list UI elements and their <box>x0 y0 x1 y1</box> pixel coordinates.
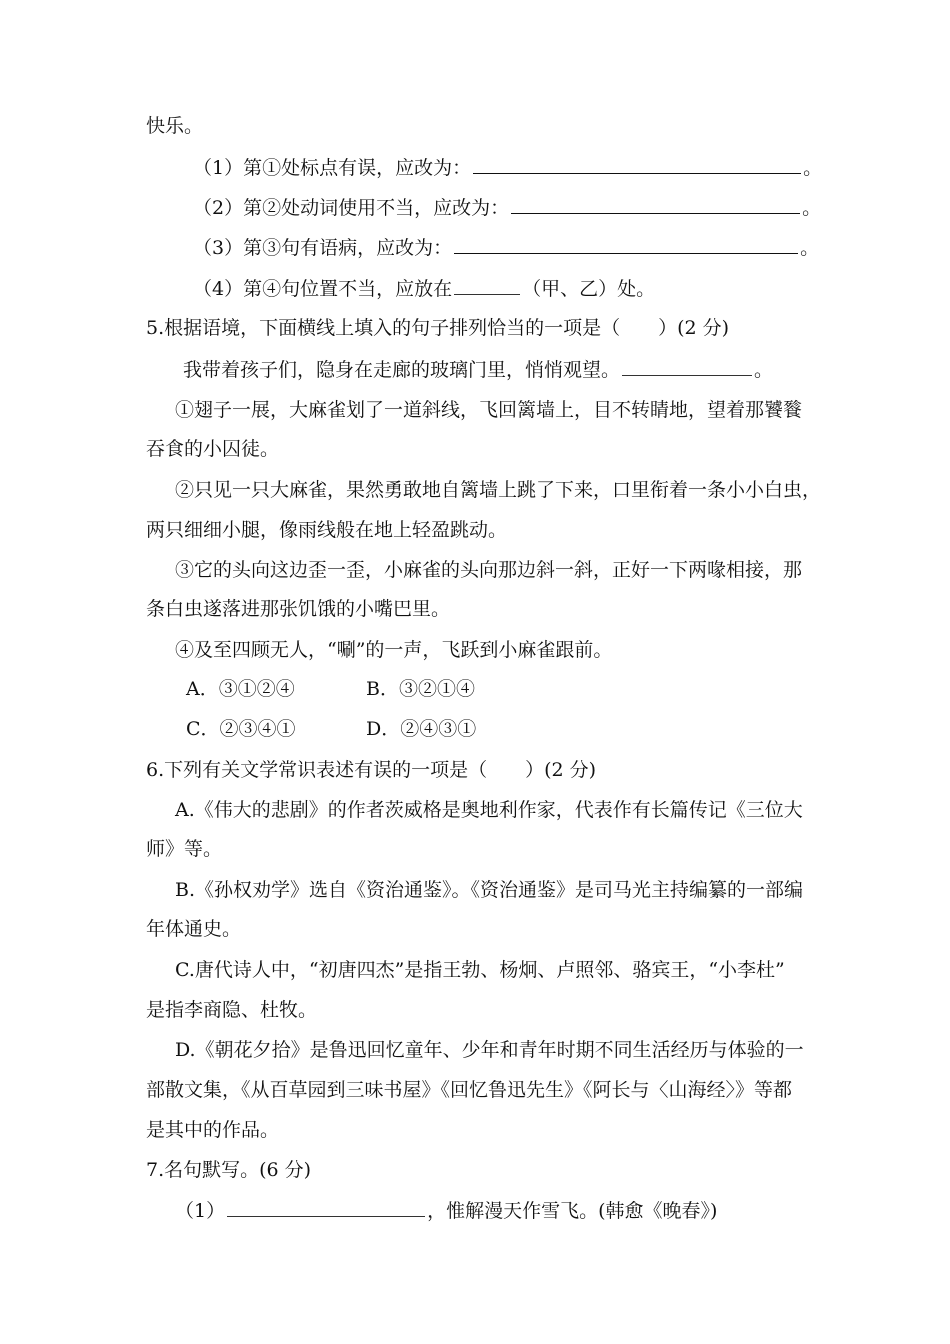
q6-option-a-line-2: 师》等。 <box>146 838 223 860</box>
question-text: ，惟解漫天作雪飞。(韩愈《晚春》) <box>427 1200 718 1222</box>
sentence-2-line-1: ②只见一只大麻雀，果然勇敢地自篱墙上跳了下来，口里衔着一条小小白虫， <box>175 479 822 501</box>
question-4-1 <box>193 155 822 180</box>
question-text: （1）第①处标点有误，应改为： <box>193 157 472 179</box>
question-text: （2）第②处动词使用不当，应改为： <box>193 197 510 219</box>
q6-option-c-line-2: 是指李商隐、杜牧。 <box>146 999 318 1021</box>
sentence-3-line-2: 条白虫遂落进那张饥饿的小嘴巴里。 <box>146 598 451 620</box>
option-b[interactable]: B．③②①④ <box>366 678 475 700</box>
q6-option-c-line-1[interactable]: C.唐代诗人中，“初唐四杰”是指王勃、杨炯、卢照邻、骆宾王，“小李杜” <box>175 959 785 981</box>
answer-blank[interactable] <box>511 195 800 214</box>
answer-blank[interactable] <box>454 276 520 295</box>
punct: 。 <box>754 359 774 381</box>
q6-option-b-line-1[interactable]: B.《孙权劝学》选自《资治通鉴》。《资治通鉴》是司马光主持编纂的一部编 <box>175 879 804 901</box>
answer-blank[interactable] <box>454 235 798 254</box>
punct: 。 <box>803 157 823 179</box>
sentence-1-line-2: 吞食的小囚徒。 <box>146 438 280 460</box>
option-d[interactable]: D．②④③① <box>366 718 477 740</box>
question-4-4 <box>193 276 655 301</box>
q6-option-d-line-3: 是其中的作品。 <box>146 1119 280 1141</box>
sentence-3-line-1: ③它的头向这边歪一歪，小麻雀的头向那边斜一斜，正好一下两喙相接，那 <box>175 559 803 581</box>
question-text: （4）第④句位置不当，应放在 <box>193 278 453 300</box>
question-number: （1） <box>175 1200 226 1222</box>
option-c[interactable]: C．②③④① <box>186 718 296 740</box>
question-5-title: 5.根据语境，下面横线上填入的句子排列恰当的一项是（ ）(2 分) <box>146 317 730 339</box>
question-4-3 <box>193 235 819 260</box>
question-5-context <box>183 357 773 382</box>
context-text: 我带着孩子们，隐身在走廊的玻璃门里，悄悄观望。 <box>183 359 621 381</box>
q6-option-b-line-2: 年体通史。 <box>146 918 242 940</box>
question-6-title: 6.下列有关文学常识表述有误的一项是（ ）(2 分) <box>146 759 597 781</box>
q6-option-a-line-1[interactable]: A.《伟大的悲剧》的作者茨威格是奥地利作家，代表作有长篇传记《三位大 <box>175 799 803 821</box>
answer-blank[interactable] <box>227 1198 425 1217</box>
q6-option-d-line-1[interactable]: D.《朝花夕拾》是鲁迅回忆童年、少年和青年时期不同生活经历与体验的一 <box>175 1039 804 1061</box>
punct: 。 <box>800 237 820 259</box>
q6-option-d-line-2: 部散文集，《从百草园到三味书屋》《回忆鲁迅先生》《阿长与〈山海经〉》等都 <box>146 1079 793 1101</box>
question-text: （甲、乙）处。 <box>522 278 656 300</box>
punct: 。 <box>802 197 822 219</box>
question-7-title: 7.名句默写。(6 分) <box>146 1159 312 1181</box>
question-7-1 <box>175 1198 717 1223</box>
sentence-1-line-1: ①翅子一展，大麻雀划了一道斜线，飞回篱墙上，目不转睛地，望着那饕餮 <box>175 399 803 421</box>
answer-blank[interactable] <box>473 155 801 174</box>
sentence-4: ④及至四顾无人，“唰”的一声，飞跃到小麻雀跟前。 <box>175 639 613 661</box>
question-4-2 <box>193 195 821 220</box>
answer-blank[interactable] <box>622 357 752 376</box>
option-a[interactable]: A．③①②④ <box>186 678 295 700</box>
sentence-2-line-2: 两只细细小腿，像雨线般在地上轻盈跳动。 <box>146 519 508 541</box>
question-text: （3）第③句有语病，应改为： <box>193 237 453 259</box>
text-line: 快乐。 <box>146 115 204 137</box>
